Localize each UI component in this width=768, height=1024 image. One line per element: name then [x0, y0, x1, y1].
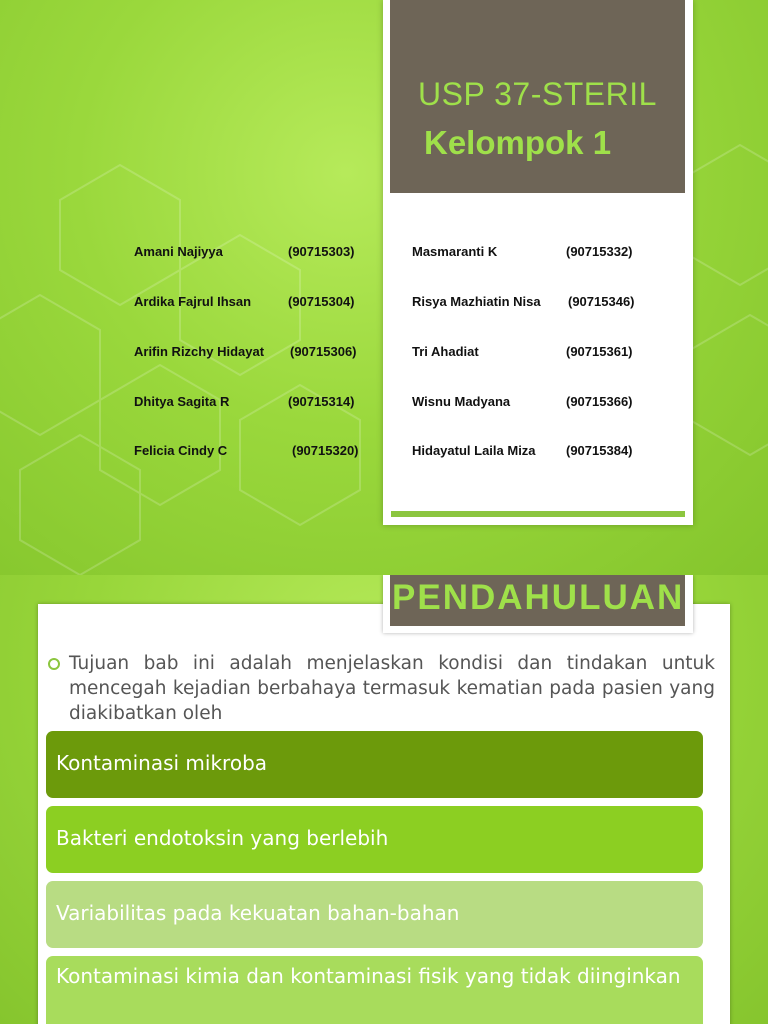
member-id: (90715303)	[288, 244, 355, 259]
member-name: Ardika Fajrul Ihsan	[134, 294, 252, 309]
member-id: (90715346)	[568, 294, 635, 309]
member-id: (90715366)	[566, 394, 633, 409]
member-name: Tri Ahadiat	[412, 344, 479, 359]
list-item-label: Kontaminasi mikroba	[56, 751, 268, 775]
list-item	[46, 731, 703, 798]
list-item-label: Variabilitas pada kekuatan bahan-bahan	[56, 901, 460, 925]
member-id: (90715306)	[290, 344, 357, 359]
member-id: (90715304)	[288, 294, 355, 309]
member-id: (90715332)	[566, 244, 633, 259]
slide-2	[0, 575, 768, 1024]
slide-title: PENDAHULUAN	[392, 578, 685, 617]
list-item-label: Bakteri endotoksin yang berlebih	[56, 826, 389, 850]
member-name: Wisnu Madyana	[412, 394, 511, 409]
member-name: Risya Mazhiatin Nisa	[412, 294, 541, 309]
member-id: (90715361)	[566, 344, 633, 359]
bullet-text: Tujuan bab ini adalah menjelaskan kondisi dan tindakan untuk mencegah kejadian berbahaya termasuk kematian pada pasien yang diakibatkan oleh	[69, 653, 715, 724]
member-name: Hidayatul Laila Miza	[412, 443, 536, 458]
member-id: (90715314)	[288, 394, 355, 409]
list-item	[46, 806, 703, 873]
member-name: Felicia Cindy C	[134, 443, 228, 458]
list-item	[46, 956, 703, 1024]
member-id: (90715320)	[292, 443, 359, 458]
member-name: Amani Najiyya	[134, 244, 223, 259]
member-id: (90715384)	[566, 443, 633, 458]
list-item-label: Kontaminasi kimia dan kontaminasi fisik yang tidak diinginkan	[56, 964, 681, 988]
member-name: Arifin Rizchy Hidayat	[134, 344, 265, 359]
member-name: Dhitya Sagita R	[134, 394, 230, 409]
slide-subtitle: Kelompok 1	[424, 124, 612, 161]
member-name: Masmaranti K	[412, 244, 498, 259]
slide-title: USP 37-STERIL	[418, 76, 657, 112]
list-item	[46, 881, 703, 948]
accent-bar	[391, 511, 685, 517]
bullet-circle-icon	[48, 658, 60, 670]
